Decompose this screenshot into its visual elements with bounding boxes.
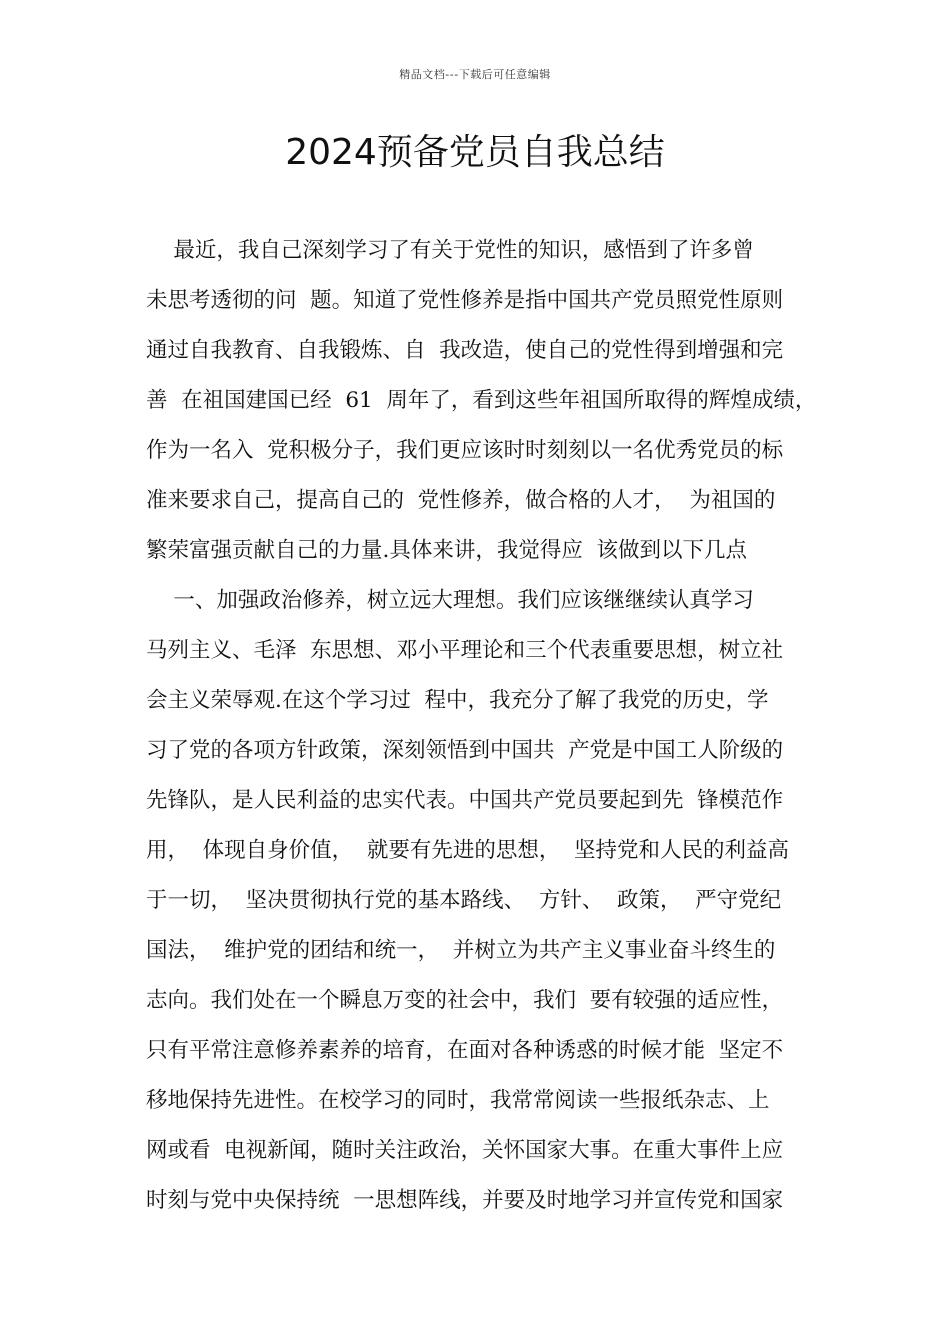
body-line: 移地保持先进性。在校学习的同时，我常常阅读一些报纸杂志、上 <box>146 1088 770 1113</box>
document-body <box>146 226 817 1226</box>
body-line: 时刻与党中央保持统 一思想阵线，并要及时地学习并宣传党和国家 <box>146 1188 784 1213</box>
body-line: 马列主义、毛泽 东思想、邓小平理论和三个代表重要思想，树立社 <box>146 638 784 663</box>
body-line: 习了党的各项方针政策，深刻领悟到中国共 产党是中国工人阶级的 <box>146 738 784 763</box>
body-line: 于一切， 坚决贯彻执行党的基本路线、 方针、 政策， 严守党纪 <box>146 888 782 913</box>
body-line: 志向。我们处在一个瞬息万变的社会中，我们 要有较强的适应性， <box>146 988 784 1013</box>
body-line: 繁荣富强贡献自己的力量.具体来讲，我觉得应 该做到以下几点 <box>146 538 748 563</box>
body-line: 网或看 电视新闻，随时关注政治，关怀国家大事。在重大事件上应 <box>146 1138 784 1163</box>
body-line: 先锋队，是人民利益的忠实代表。中国共产党员要起到先 锋模范作 <box>146 788 784 813</box>
body-line: 会主义荣辱观.在这个学习过 程中，我充分了解了我党的历史，学 <box>146 688 769 713</box>
body-line: 作为一名入 党积极分子，我们更应该时时刻刻以一名优秀党员的标 <box>146 438 784 463</box>
body-line: 最近，我自己深刻学习了有关于党性的知识，感悟到了许多曾 <box>146 238 754 263</box>
body-line: 用， 体现自身价值， 就要有先进的思想， 坚持党和人民的利益高 <box>146 838 790 863</box>
body-line: 善 在祖国建国已经 61 周年了，看到这些年祖国所取得的辉煌成绩， <box>146 388 817 413</box>
body-line: 准来要求自己，提高自己的 党性修养，做合格的人才， 为祖国的 <box>146 488 776 513</box>
header-note: 精品文档---下载后可任意编辑 <box>399 68 551 81</box>
body-line: 通过自我教育、自我锻炼、自 我改造，使自己的党性得到增强和完 <box>146 338 784 363</box>
body-line: 只有平常注意修养素养的培育，在面对各种诱惑的时候才能 坚定不 <box>146 1038 784 1063</box>
document-title: 2024预备党员自我总结 <box>285 132 665 173</box>
body-line: 一、加强政治修养，树立远大理想。我们应该继继续认真学习 <box>146 588 754 613</box>
body-line: 未思考透彻的问 题。知道了党性修养是指中国共产党员照党性原则 <box>146 288 784 313</box>
body-line: 国法， 维护党的团结和统一， 并树立为共产主义事业奋斗终生的 <box>146 938 776 963</box>
